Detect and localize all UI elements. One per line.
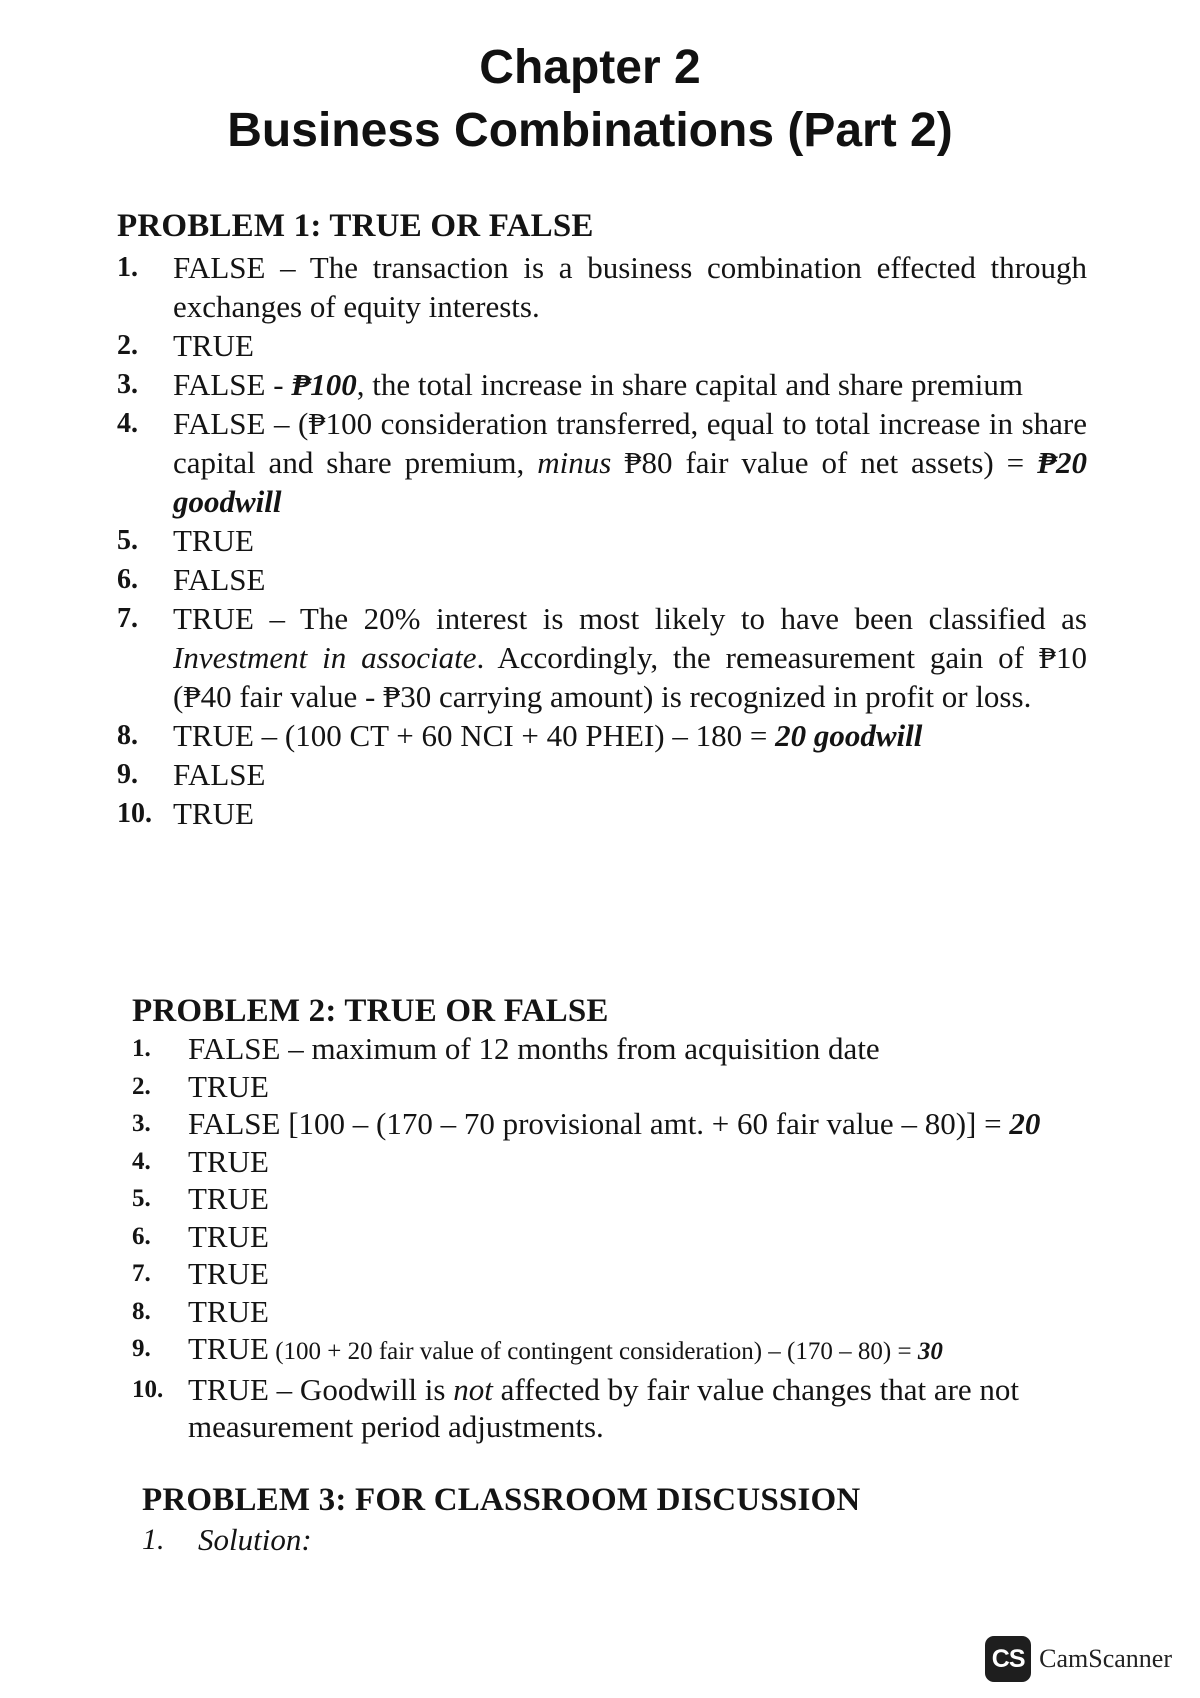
- item-number: 6.: [117, 564, 138, 595]
- item-number: 10.: [132, 1375, 164, 1403]
- item-answer-amount: ₱20 goodwill: [173, 445, 1088, 519]
- item-number: 4.: [117, 408, 138, 439]
- item-text: [173, 404, 1087, 521]
- item-text: TRUE: [173, 796, 254, 831]
- item-number: 2.: [117, 330, 138, 361]
- item-number: 6.: [132, 1222, 151, 1250]
- item-number: 5.: [132, 1185, 151, 1212]
- item-answer-amount: 20 goodwill: [775, 718, 923, 753]
- item-number: 2.: [132, 1072, 151, 1100]
- list-item: [117, 755, 1087, 794]
- item-number: 9.: [117, 759, 138, 790]
- item-number: 3.: [117, 369, 138, 400]
- item-text: TRUE: [188, 1143, 269, 1179]
- item-text-part: , the total increase in share capital and share premium: [356, 367, 1023, 402]
- item-text: FALSE: [173, 562, 266, 597]
- item-text: [188, 1330, 1092, 1371]
- item-text: [188, 1105, 1092, 1143]
- problem-3-heading: PROBLEM 3: FOR CLASSROOM DISCUSSION: [142, 1482, 861, 1518]
- item-answer-amount: 20: [1009, 1106, 1041, 1141]
- problem-3-answer-list: [142, 1520, 1042, 1559]
- item-text-part: TRUE – The 20% interest is most likely to have been classified as: [173, 601, 1087, 636]
- problem-1-answer-list: [117, 248, 1087, 833]
- item-number: 4.: [132, 1147, 151, 1175]
- item-number: 1.: [142, 1523, 165, 1556]
- list-item: [117, 365, 1087, 404]
- item-emphasis: Investment in associate: [173, 640, 477, 675]
- list-item: [117, 716, 1087, 755]
- item-number: 1.: [117, 252, 138, 283]
- chapter-title: Chapter 2: [479, 41, 701, 94]
- item-text: TRUE: [188, 1256, 269, 1291]
- item-number: 7.: [117, 603, 138, 634]
- item-text: TRUE: [188, 1181, 269, 1216]
- item-number: 8.: [132, 1297, 151, 1325]
- item-text: [173, 365, 1087, 404]
- problem-2-heading: PROBLEM 2: TRUE OR FALSE: [132, 993, 609, 1029]
- item-text-part: ₱80 fair value of net assets) =: [611, 445, 1038, 480]
- item-number: 9.: [132, 1335, 151, 1362]
- item-text: [173, 599, 1087, 716]
- list-item: [132, 1371, 1092, 1446]
- chapter-subtitle: Business Combinations (Part 2): [227, 104, 953, 157]
- item-text-part: . Accordingly, the remeasurement gain of ₱10 (₱40 fair value - ₱30 carrying amount) is recognized in profit or loss.: [173, 640, 1088, 714]
- item-text: TRUE: [188, 1218, 269, 1254]
- item-text-part: FALSE – (₱100 consideration transferred, equal to total increase in share capital and share premium,: [173, 406, 1087, 480]
- list-item: [117, 248, 1087, 326]
- list-item: [132, 1030, 1092, 1068]
- list-item: [142, 1520, 1042, 1559]
- item-text-part: TRUE: [188, 1331, 269, 1366]
- list-item: [117, 599, 1087, 716]
- camscanner-name: CamScanner: [1039, 1644, 1172, 1673]
- item-answer-amount: 30: [917, 1338, 943, 1365]
- item-number: 8.: [117, 720, 138, 751]
- list-item: [117, 521, 1087, 560]
- item-number: 3.: [132, 1110, 151, 1137]
- item-answer-amount: ₱100: [291, 367, 357, 402]
- list-item: [132, 1068, 1092, 1106]
- list-item: [132, 1293, 1092, 1331]
- item-number: 5.: [117, 525, 138, 556]
- item-text: TRUE: [188, 1068, 269, 1104]
- item-text: FALSE: [173, 757, 266, 792]
- item-text-part: FALSE [100 – (170 – 70 provisional amt. + 60 fair value – 80)] =: [188, 1106, 1010, 1141]
- item-text: FALSE – The transaction is a business combination effected through exchanges of equity interests.: [173, 250, 1087, 324]
- item-text: Solution:: [198, 1522, 312, 1557]
- problem-2-answer-list: [132, 1030, 1092, 1446]
- item-text-part: FALSE -: [173, 367, 292, 402]
- item-text-part: TRUE – Goodwill is: [188, 1371, 454, 1407]
- item-text: [188, 1371, 1092, 1446]
- item-emphasis: not: [453, 1371, 493, 1407]
- camscanner-watermark: [985, 1636, 1172, 1682]
- list-item: [117, 560, 1087, 599]
- item-number: 10.: [117, 798, 152, 829]
- list-item: [117, 404, 1087, 521]
- list-item: [132, 1105, 1092, 1143]
- problem-1-heading: PROBLEM 1: TRUE OR FALSE: [117, 208, 594, 244]
- list-item: [132, 1143, 1092, 1181]
- item-number: 1.: [132, 1035, 151, 1062]
- item-emphasis: minus: [537, 445, 612, 480]
- item-text: FALSE – maximum of 12 months from acquisition date: [188, 1031, 880, 1066]
- item-text: TRUE: [188, 1293, 269, 1329]
- camscanner-logo-icon: CS: [985, 1636, 1031, 1682]
- list-item: [117, 794, 1087, 833]
- item-text: TRUE: [173, 328, 254, 363]
- item-text-part: affected by fair value changes that are not measurement period adjustments.: [188, 1371, 1020, 1444]
- item-text-part: (100 + 20 fair value of contingent consideration) – (170 – 80) =: [268, 1338, 918, 1365]
- list-item: [132, 1180, 1092, 1218]
- list-item: [132, 1255, 1092, 1293]
- item-number: 7.: [132, 1260, 151, 1287]
- item-text: TRUE: [173, 523, 254, 558]
- item-text-part: TRUE – (100 CT + 60 NCI + 40 PHEI) – 180 =: [173, 718, 776, 753]
- list-item: [117, 326, 1087, 365]
- item-text: [173, 716, 1087, 755]
- list-item: [132, 1330, 1092, 1371]
- list-item: [132, 1218, 1092, 1256]
